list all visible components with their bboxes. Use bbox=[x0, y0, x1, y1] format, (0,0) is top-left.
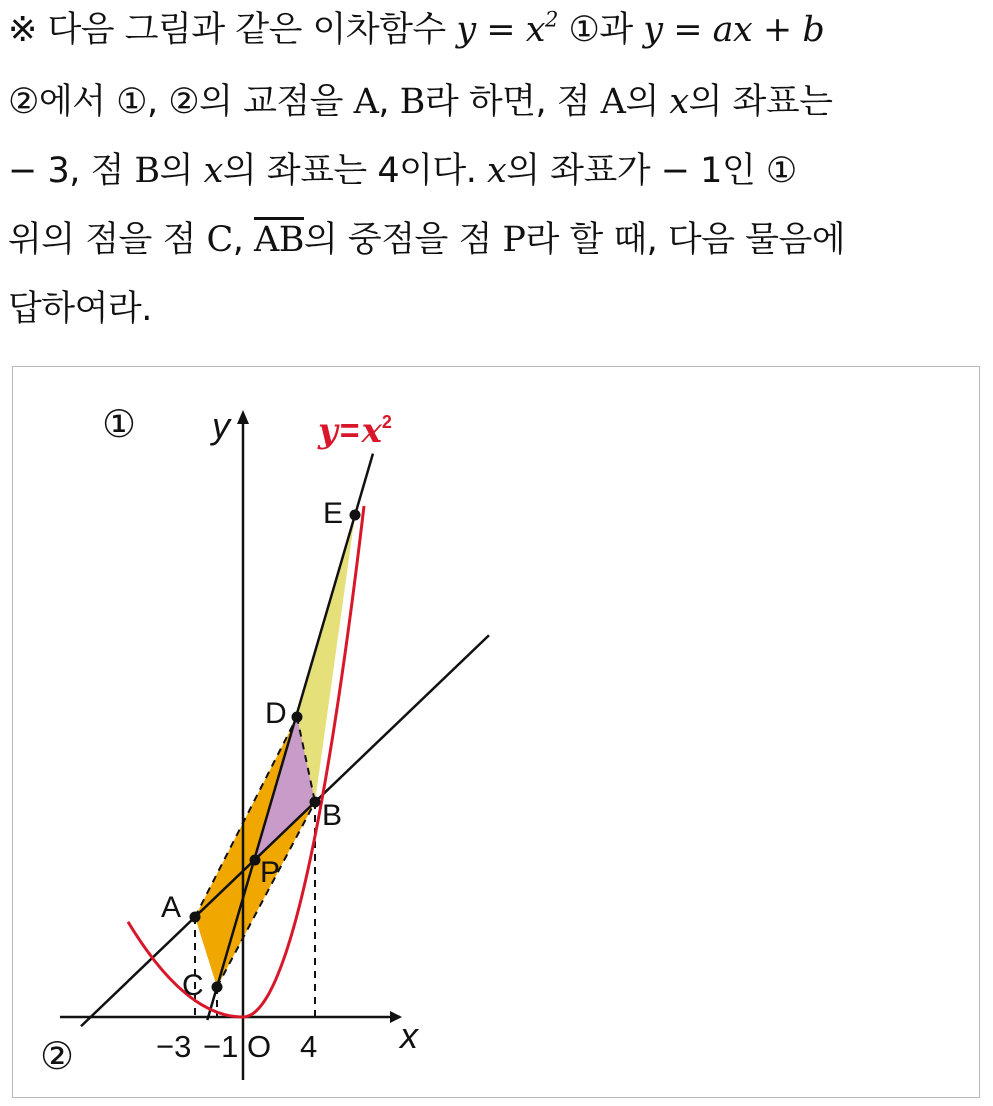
point-a-dot bbox=[190, 912, 201, 923]
line3-point-b: B bbox=[134, 151, 160, 191]
line2-part2: , bbox=[378, 82, 400, 122]
line2-point-a: A bbox=[353, 82, 379, 122]
line3-part2: 의 bbox=[159, 151, 204, 191]
line2-part3: 라 하면, 점 bbox=[424, 82, 601, 122]
line5-text: 답하여라. bbox=[8, 289, 152, 329]
point-e-label: E bbox=[323, 497, 344, 530]
parabola-equation-label bbox=[317, 411, 392, 451]
point-b-dot bbox=[310, 797, 321, 808]
tick-label-neg1: −1 bbox=[203, 1029, 239, 1064]
line2-part1: ②에서 ①, ②의 교점을 bbox=[8, 82, 354, 122]
line4-part1: 위의 점을 점 bbox=[8, 220, 207, 260]
line4-part3: 의 중점을 점 bbox=[303, 220, 503, 260]
origin-label: O bbox=[247, 1029, 272, 1064]
line4-point-c: C bbox=[206, 220, 233, 260]
curve-1-label: ① bbox=[102, 404, 137, 446]
parabola-label-x: x bbox=[361, 411, 382, 451]
line1-exponent: 2 bbox=[544, 7, 558, 32]
line4-segment-ab: $\overline{AB}$ bbox=[253, 220, 304, 260]
y-axis-label: y bbox=[212, 405, 230, 446]
y-axis-arrowhead bbox=[237, 410, 249, 424]
line4-part2: , bbox=[232, 220, 254, 260]
line1-function-1: y = x bbox=[456, 10, 545, 50]
line-2 bbox=[81, 635, 489, 1026]
line3-x2: x bbox=[486, 151, 507, 191]
line2-part4: 의 bbox=[625, 82, 670, 122]
parabola-curve bbox=[128, 506, 364, 1017]
point-b-label: B bbox=[322, 799, 343, 832]
parabola-label-eq: = bbox=[339, 412, 360, 450]
point-c-label: C bbox=[182, 969, 204, 1002]
point-p-label: P bbox=[260, 856, 281, 889]
tick-label-neg3: −3 bbox=[156, 1029, 192, 1064]
x-axis-label: x bbox=[400, 1015, 418, 1056]
point-e-dot bbox=[350, 510, 361, 521]
line1-prefix: ※ 다음 그림과 같은 이차함수 bbox=[8, 10, 457, 50]
tick-label-4: 4 bbox=[300, 1029, 318, 1064]
line2-x: x bbox=[669, 82, 689, 122]
line1-function-2: y = ax + b bbox=[643, 10, 825, 50]
line3-part4: 의 좌표가 − 1인 ① bbox=[506, 151, 797, 191]
point-p-dot bbox=[250, 855, 261, 866]
line2-point-a2: A bbox=[600, 82, 626, 122]
point-c-dot bbox=[212, 982, 223, 993]
parabola-label-exp: 2 bbox=[381, 412, 392, 432]
line3-part3: 의 좌표는 4이다. bbox=[222, 151, 487, 191]
point-a-label: A bbox=[161, 891, 182, 924]
line4-part4: 라 할 때, 다음 물음에 bbox=[525, 220, 846, 260]
point-d-label: D bbox=[265, 697, 287, 730]
parabola-label-y: y bbox=[318, 411, 338, 451]
line2-point-b: B bbox=[399, 82, 425, 122]
line4-point-p: P bbox=[502, 220, 526, 260]
point-d-dot bbox=[292, 712, 303, 723]
line3-x: x bbox=[203, 151, 223, 191]
line1-mid: ①과 bbox=[557, 10, 644, 50]
line3-part1: − 3, 점 bbox=[8, 151, 135, 191]
line-2-label: ② bbox=[40, 1036, 75, 1078]
line2-part5: 의 좌표는 bbox=[688, 82, 833, 122]
